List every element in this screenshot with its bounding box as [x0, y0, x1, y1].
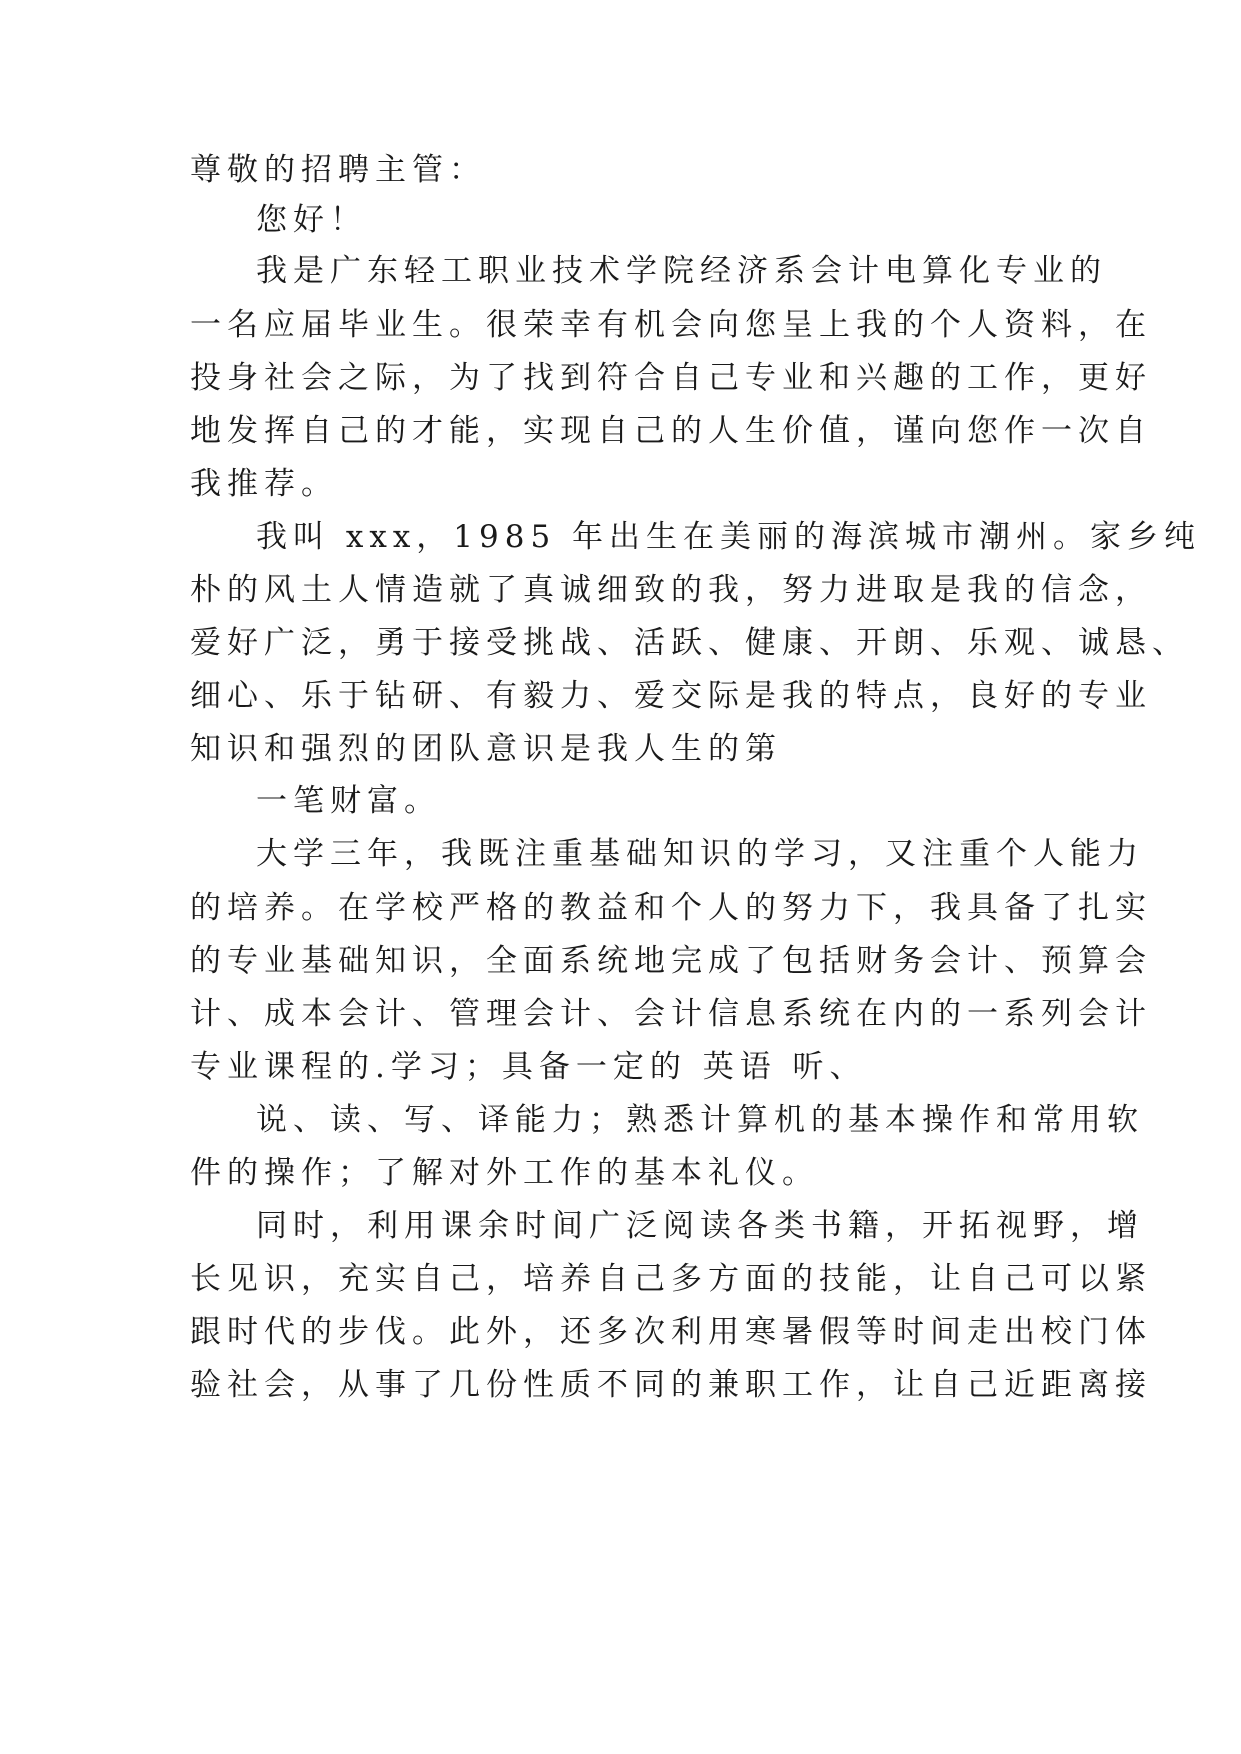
body-line: 我推荐。	[190, 466, 338, 502]
body-line: 爱好广泛，勇于接受挑战、活跃、健康、开朗、乐观、诚恳、	[190, 625, 1189, 661]
body-line: 一名应届毕业生。很荣幸有机会向您呈上我的个人资料，在	[190, 307, 1152, 343]
body-line: 朴的风土人情造就了真诚细致的我，努力进取是我的信念，	[190, 572, 1152, 608]
body-line: 说、读、写、译能力；熟悉计算机的基本操作和常用软	[256, 1102, 1144, 1138]
body-line: 计、成本会计、管理会计、会计信息系统在内的一系列会计	[190, 996, 1152, 1032]
body-line: 跟时代的步伐。此外，还多次利用寒暑假等时间走出校门体	[190, 1314, 1152, 1350]
body-line: 同时，利用课余时间广泛阅读各类书籍，开拓视野，增	[256, 1208, 1144, 1244]
body-line: 一笔财富。	[256, 783, 441, 819]
body-line: 大学三年，我既注重基础知识的学习，又注重个人能力	[256, 836, 1144, 872]
body-line: 投身社会之际，为了找到符合自己专业和兴趣的工作，更好	[190, 360, 1152, 396]
salutation-line: 您好！	[256, 202, 367, 238]
body-line: 件的操作；了解对外工作的基本礼仪。	[190, 1155, 819, 1191]
body-line: 的培养。在学校严格的教益和个人的努力下，我具备了扎实	[190, 890, 1152, 926]
body-line: 知识和强烈的团队意识是我人生的第	[190, 731, 782, 767]
body-line: 验社会，从事了几份性质不同的兼职工作，让自己近距离接	[190, 1367, 1152, 1403]
body-line: 专业课程的.学习；具备一定的 英语 听、	[190, 1049, 867, 1085]
greeting-line: 尊敬的招聘主管：	[190, 152, 486, 188]
body-line: 长见识，充实自己，培养自己多方面的技能，让自己可以紧	[190, 1261, 1152, 1297]
body-line: 地发挥自己的才能，实现自己的人生价值，谨向您作一次自	[190, 413, 1152, 449]
body-line: 细心、乐于钻研、有毅力、爱交际是我的特点，良好的专业	[190, 678, 1152, 714]
body-line: 的专业基础知识，全面系统地完成了包括财务会计、预算会	[190, 943, 1152, 979]
body-line: 我是广东轻工职业技术学院经济系会计电算化专业的	[256, 253, 1107, 289]
body-line: 我叫 xxx，1985 年出生在美丽的海滨城市潮州。家乡纯	[256, 519, 1202, 555]
